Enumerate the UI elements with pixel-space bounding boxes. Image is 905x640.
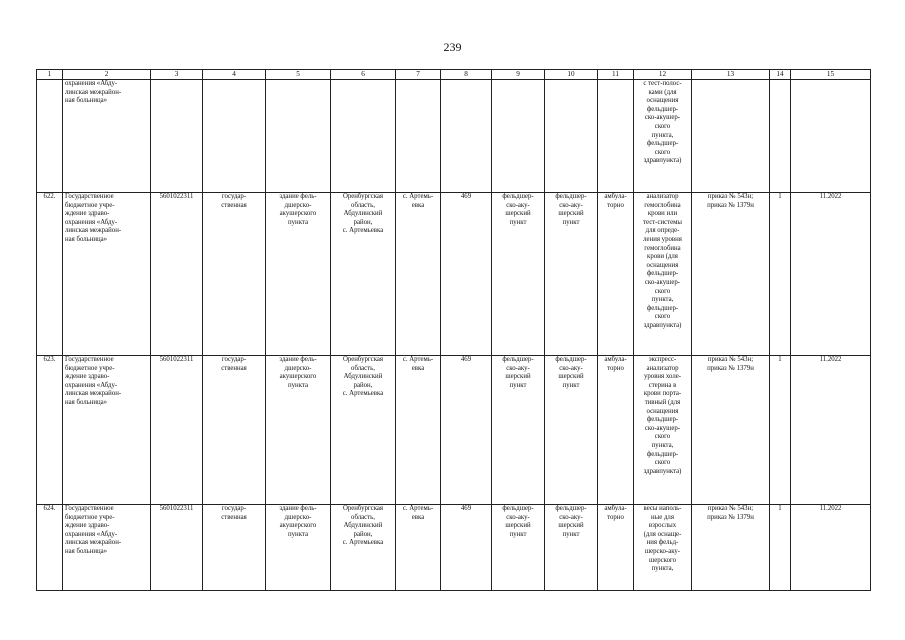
address-cell: Оренбургская область, Абдулинский район, с. Артемьевка [331,505,396,591]
settlement-cell: с. Артемь- евка [396,193,441,356]
column-number: 14 [770,70,791,80]
column-number: 10 [545,70,598,80]
care-condition-cell: амбула- торно [598,356,634,505]
facility-type-cell: фельдшер- ско-аку- шерский пункт [492,356,545,505]
quantity-cell: 1 [770,356,791,505]
care-condition-cell [598,80,634,193]
column-number: 7 [396,70,441,80]
organization-name: Государственное бюджетное учре- ждение здраво- охранения «Абду- линская межрайон- ная больница» [63,356,151,505]
order-cell [692,80,770,193]
ownership-cell: государ- ственная [203,193,266,356]
facility-type-cell [492,80,545,193]
settlement-cell [396,80,441,193]
facility-profile-cell: фельдшер- ско-аку- шерский пункт [545,193,598,356]
column-number: 1 [37,70,63,80]
facility-type-cell: фельдшер- ско-аку- шерский пункт [492,505,545,591]
date-cell: 11.2022 [791,505,871,591]
building-cell: здание фель- дшерско- акушерского пункта [266,193,331,356]
organization-name: Государственное бюджетное учре- ждение здраво- охранения «Абду- линская межрайон- ная больница» [63,193,151,356]
care-condition-cell: амбула- торно [598,505,634,591]
row-number [37,80,63,193]
table-row [37,356,871,505]
inn-cell: 5601022311 [151,356,203,505]
ownership-cell: государ- ственная [203,356,266,505]
column-number: 13 [692,70,770,80]
order-cell: приказ № 543н; приказ № 1379н [692,505,770,591]
column-number: 9 [492,70,545,80]
facility-type-cell: фельдшер- ско-аку- шерский пункт [492,193,545,356]
ownership-cell [203,80,266,193]
population-cell: 469 [441,193,492,356]
row-number: 622. [37,193,63,356]
population-cell: 469 [441,356,492,505]
order-cell: приказ № 543н; приказ № 1379н [692,356,770,505]
column-number: 11 [598,70,634,80]
column-number: 15 [791,70,871,80]
quantity-cell: 1 [770,193,791,356]
table-row [37,193,871,356]
date-cell: 11.2022 [791,356,871,505]
column-number-row [37,70,871,80]
population-cell: 469 [441,505,492,591]
address-cell: Оренбургская область, Абдулинский район, с. Артемьевка [331,356,396,505]
building-cell [266,80,331,193]
table-row [37,80,871,193]
equipment-cell: весы наполь- ные для взрослых (для оснаще- ния фельд- шерско-аку- шерского пункта, [634,505,692,591]
date-cell: 11.2022 [791,193,871,356]
organization-name: Государственное бюджетное учре- ждение здраво- охранения «Абду- линская межрайон- ная больница» [63,505,151,591]
equipment-cell: с тест-полос- ками (для оснащения фельдшер- ско-акушер- ского пункта, фельдшер- ского здравпункта) [634,80,692,193]
column-number: 3 [151,70,203,80]
equipment-cell: экспресс- анализатор уровня холе- стерина в крови порта- тивный (для оснащения фельдшер- ско-акушер- ского пункта, фельдшер- ского здравпункта) [634,356,692,505]
organization-name: охранения «Абду- линская межрайон- ная больница» [63,80,151,193]
population-cell [441,80,492,193]
table-row [37,505,871,591]
facility-profile-cell: фельдшер- ско-аку- шерский пункт [545,505,598,591]
building-cell: здание фель- дшерско- акушерского пункта [266,505,331,591]
settlement-cell: с. Артемь- евка [396,356,441,505]
facility-profile-cell [545,80,598,193]
care-condition-cell: амбула- торно [598,193,634,356]
column-number: 5 [266,70,331,80]
inn-cell: 5601022311 [151,505,203,591]
equipment-cell: анализатор гемоглобина крови или тест-системы для опреде- ления уровня гемоглобина крови (для оснащения фельдшер- ско-акушер- ского пункта, фельдшер- ского здравпункта) [634,193,692,356]
quantity-cell [770,80,791,193]
inn-cell [151,80,203,193]
column-number: 6 [331,70,396,80]
ownership-cell: государ- ственная [203,505,266,591]
inn-cell: 5601022311 [151,193,203,356]
date-cell [791,80,871,193]
address-cell: Оренбургская область, Абдулинский район, с. Артемьевка [331,193,396,356]
row-number: 623. [37,356,63,505]
address-cell [331,80,396,193]
building-cell: здание фель- дшерско- акушерского пункта [266,356,331,505]
settlement-cell: с. Артемь- евка [396,505,441,591]
register-table [36,69,871,591]
column-number: 4 [203,70,266,80]
quantity-cell: 1 [770,505,791,591]
column-number: 2 [63,70,151,80]
column-number: 8 [441,70,492,80]
facility-profile-cell: фельдшер- ско-аку- шерский пункт [545,356,598,505]
column-number: 12 [634,70,692,80]
row-number: 624. [37,505,63,591]
page-number: 239 [443,40,462,54]
order-cell: приказ № 543н; приказ № 1379н [692,193,770,356]
